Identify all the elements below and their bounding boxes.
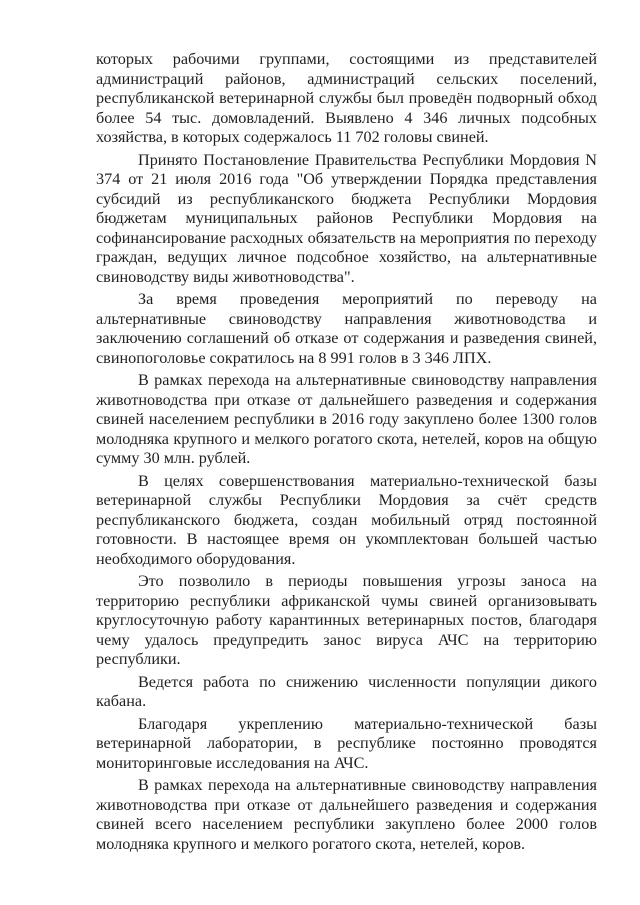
paragraph-8: Благодаря укреплению материально-технической базы ветеринарной лаборатории, в республике постоянно проводятся мониторинговые исследования на АЧС. (96, 714, 597, 772)
document-body (96, 50, 597, 854)
paragraph-3: За время проведения мероприятий по переводу на альтернативные свиноводству направления животноводства и заключению соглашений об отказе от содержания и разведения свиней, свинопоголовье сократилось на 8 991 голов в 3 346 ЛПХ. (96, 290, 597, 367)
paragraph-7: Ведется работа по снижению численности популяции дикого кабана. (96, 672, 597, 710)
paragraph-2: Принято Постановление Правительства Республики Мордовия N 374 от 21 июля 2016 года "Об утверждении Порядка представления субсидий из республиканского бюджета Республики Мордовия бюджетам муниципальных районов Республики Мордовия на софинансирование расходных обязательств на мероприятия по переходу граждан, ведущих личное подсобное хозяйство, на альтернативные свиноводству виды животноводства". (96, 150, 597, 286)
paragraph-6: Это позволило в периоды повышения угрозы заноса на территорию республики африканской чумы свиней организовывать круглосуточную работу карантинных ветеринарных постов, благодаря чему удалось предупредить занос вируса АЧС на территорию республики. (96, 572, 597, 668)
paragraph-1: которых рабочими группами, состоящими из представителей администраций районов, администраций сельских поселений, республиканской ветеринарной службы был проведён подворный обход более 54 тыс. домовладений. Выявлено 4 346 личных подсобных хозяйства, в которых содержалось 11 702 головы свиней. (96, 50, 597, 146)
paragraph-4: В рамках перехода на альтернативные свиноводству направления животноводства при отказе от дальнейшего разведения и содержания свиней населением республики в 2016 году закуплено более 1300 голов молодняка крупного и мелкого рогатого скота, нетелей, коров на общую сумму 30 млн. рублей. (96, 371, 597, 467)
paragraph-9: В рамках перехода на альтернативные свиноводству направления животноводства при отказе от дальнейшего разведения и содержания свиней всего населением республики закуплено более 2000 голов молодняка крупного и мелкого рогатого скота, нетелей, коров. (96, 776, 597, 853)
paragraph-5: В целях совершенствования материально-технической базы ветеринарной службы Республики Мордовия за счёт средств республиканского бюджета, создан мобильный отряд постоянной готовности. В настоящее время он укомплектован большей частью необходимого оборудования. (96, 471, 597, 568)
